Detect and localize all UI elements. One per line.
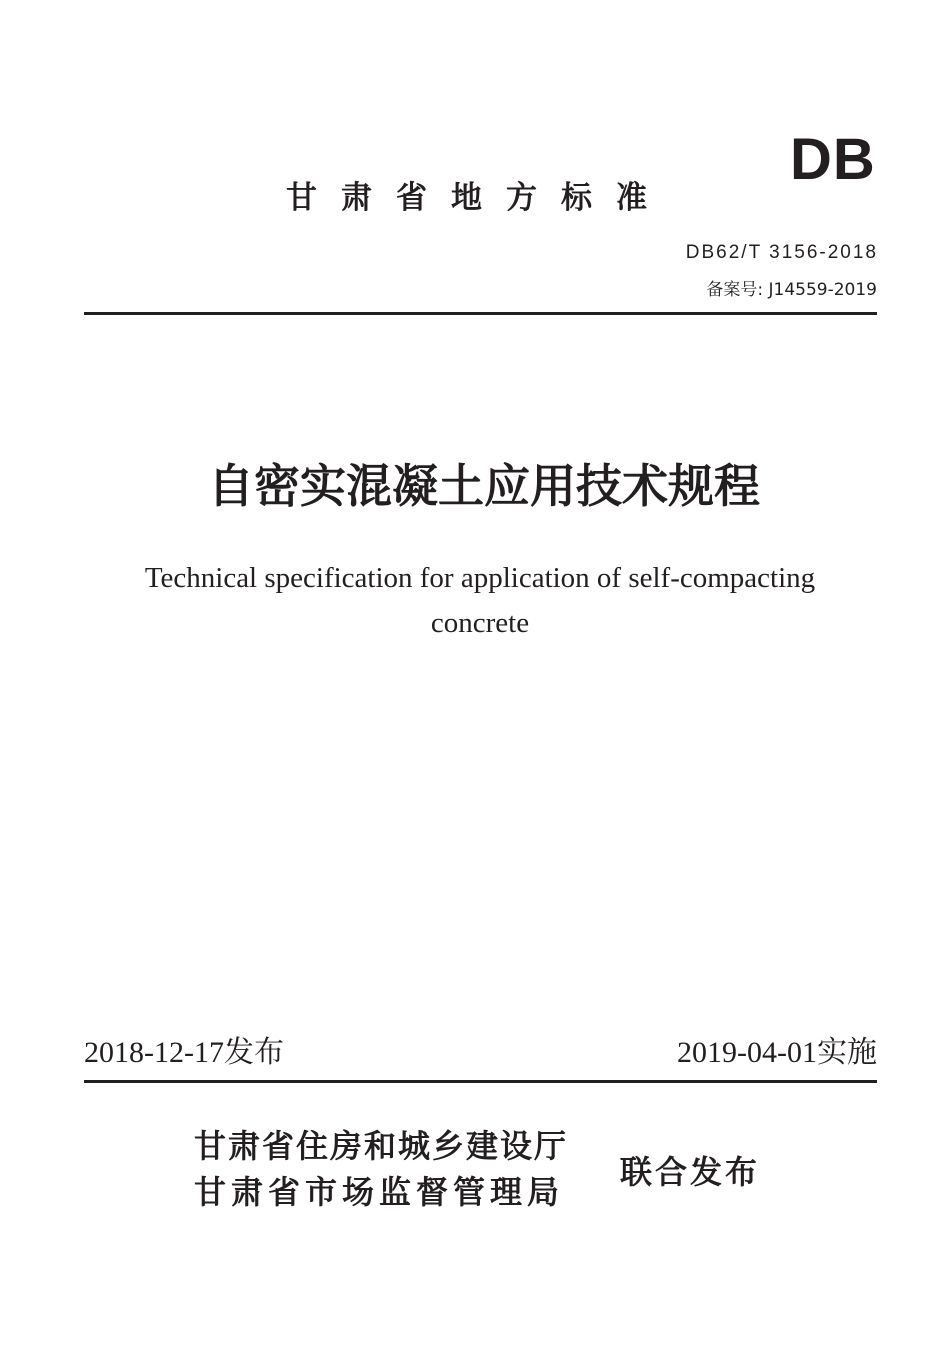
standard-category: 甘肃省地方标准: [286, 180, 671, 216]
issuer-market-regulation-bureau: 甘肃省市场监督管理局: [194, 1173, 565, 1211]
issuer-housing-department: 甘肃省住房和城乡建设厅: [194, 1127, 569, 1165]
implementation-date: 2019-04-01实施: [677, 1036, 877, 1069]
english-title-line-2: concrete: [430, 607, 530, 639]
document-title-english: [90, 556, 870, 646]
bottom-divider: [84, 1080, 877, 1083]
document-title-chinese: 自密实混凝土应用技术规程: [208, 459, 760, 513]
record-number: 备案号: J14559-2019: [706, 280, 877, 300]
english-title-line-1: Technical specification for application of self-compacting: [144, 562, 816, 594]
db-standard-mark: DB: [790, 127, 876, 192]
issue-date: 2018-12-17发布: [84, 1036, 284, 1069]
standard-number: DB62/T 3156-2018: [685, 242, 878, 263]
top-divider: [84, 312, 877, 315]
joint-issue-label: 联合发布: [620, 1153, 761, 1191]
